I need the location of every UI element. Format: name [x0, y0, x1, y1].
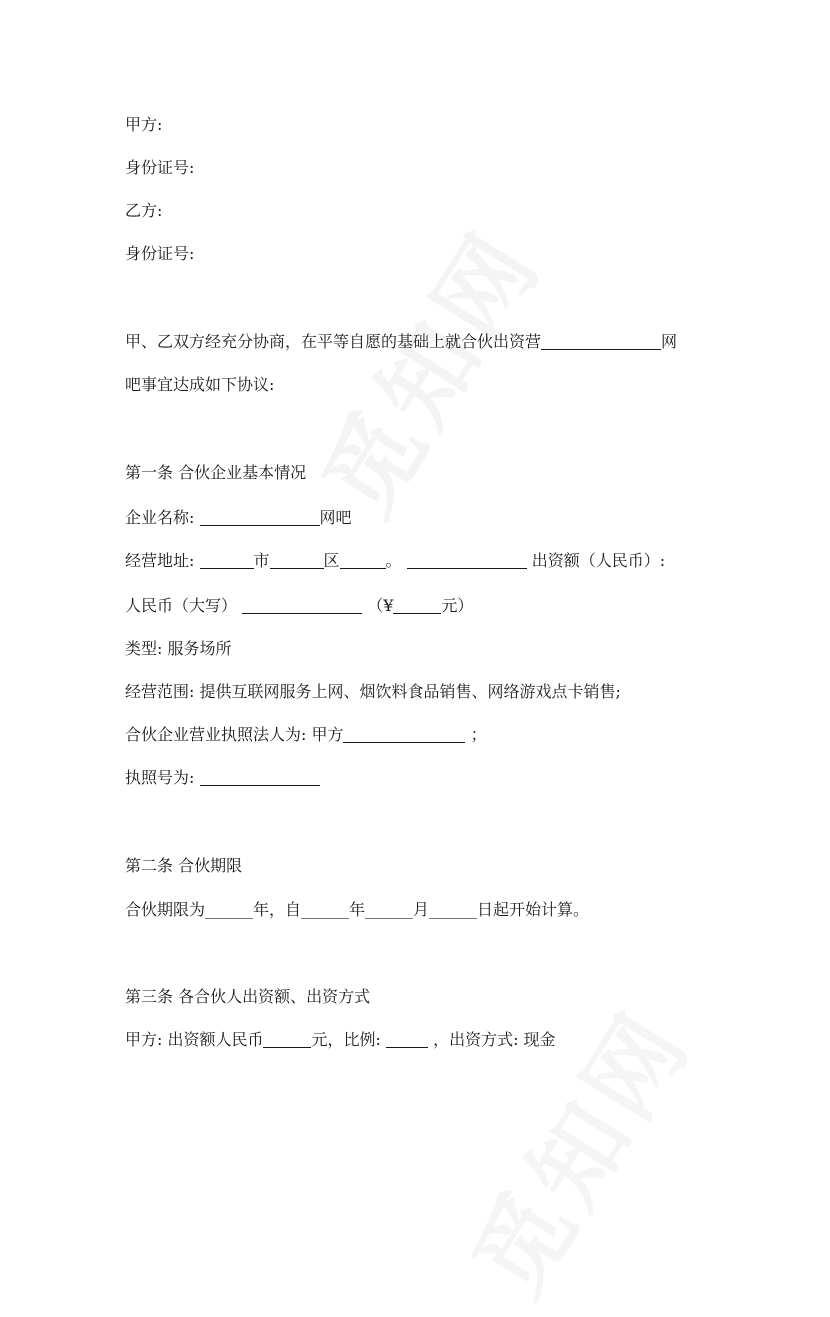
city-blank	[200, 552, 254, 569]
watermark	[285, 200, 567, 537]
rmb-amount-blank	[393, 597, 441, 614]
rmb-close: 元）	[441, 596, 474, 615]
enterprise-name-suffix: 网吧	[319, 508, 352, 527]
enterprise-name-row	[125, 508, 352, 528]
license-blank	[200, 769, 320, 786]
capital-blank	[407, 552, 527, 569]
intro-line-2: 吧事宜达成如下协议:	[125, 375, 275, 394]
party-b-label: 乙方:	[125, 201, 163, 220]
party-a-id-label: 身份证号:	[125, 158, 195, 177]
address-label: 经营地址:	[125, 551, 195, 570]
rmb-open: （¥	[367, 596, 394, 615]
intro-text: 甲、乙双方经充分协商，在平等自愿的基础上就合伙出资营	[125, 332, 542, 351]
business-name-blank	[541, 333, 661, 350]
party-a-ratio-label: 元，比例:	[311, 1030, 381, 1049]
article-2-title: 第二条 合伙期限	[125, 856, 243, 875]
scope-row: 经营范围: 提供互联网服务上网、烟饮料食品销售、网络游戏点卡销售;	[125, 682, 621, 701]
license-row	[125, 768, 320, 788]
article-1-title: 第一条 合伙企业基本情况	[125, 463, 307, 482]
article-3-title: 第三条 各合伙人出资额、出资方式	[125, 987, 371, 1006]
street-blank	[340, 552, 386, 569]
rmb-label: 人民币（大写）	[125, 596, 238, 615]
address-end: 。	[385, 551, 402, 570]
rmb-row	[125, 596, 473, 616]
legal-rep-blank	[343, 726, 465, 743]
intro-line-1	[125, 332, 677, 352]
legal-rep-row	[125, 725, 487, 745]
capital-label: 出资额（人民币）:	[531, 551, 666, 570]
rmb-uppercase-blank	[242, 597, 362, 614]
legal-rep-label: 合伙企业营业执照法人为: 甲方	[125, 725, 344, 744]
district-blank	[270, 552, 324, 569]
legal-rep-end: ；	[470, 725, 487, 744]
enterprise-name-blank	[200, 509, 320, 526]
party-b-id-label: 身份证号:	[125, 244, 195, 263]
party-a-amount-blank	[263, 1031, 311, 1048]
party-a-method: ，出资方式: 现金	[433, 1030, 556, 1049]
district-label: 区	[323, 551, 340, 570]
party-a-capital-label: 甲方: 出资额人民币	[125, 1030, 264, 1049]
party-a-label: 甲方:	[125, 115, 163, 134]
address-row	[125, 551, 665, 571]
party-a-capital-row	[125, 1030, 556, 1050]
city-label: 市	[253, 551, 270, 570]
term-row: 合伙期限为______年，自______年______月______日起开始计算。	[125, 900, 590, 919]
type-row: 类型: 服务场所	[125, 639, 232, 658]
intro-suffix: 网	[661, 332, 678, 351]
license-label: 执照号为:	[125, 768, 195, 787]
party-a-ratio-blank	[386, 1031, 428, 1048]
enterprise-name-label: 企业名称:	[125, 508, 195, 527]
